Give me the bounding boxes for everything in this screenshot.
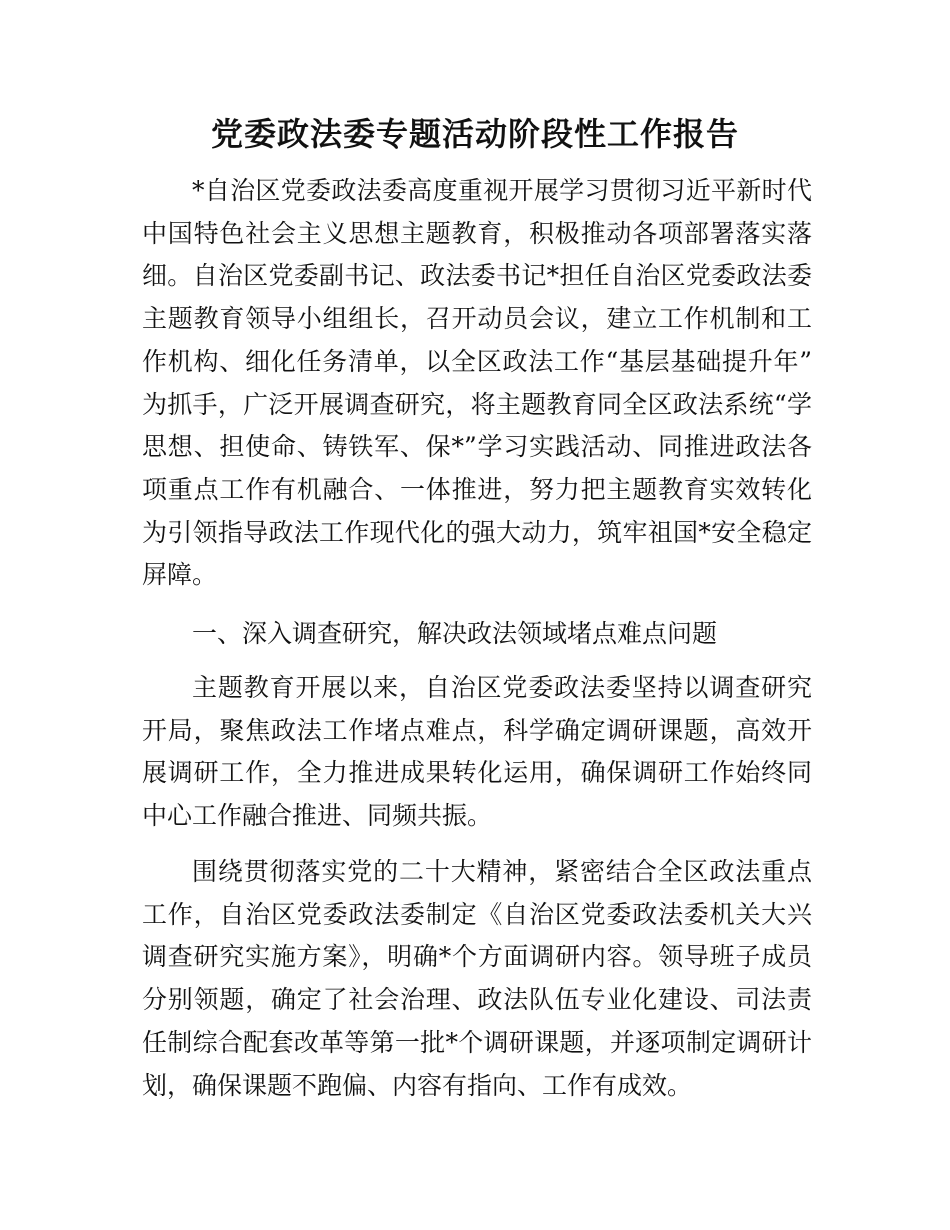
section-heading-1: 一、深入调查研究，解决政法领域堵点难点问题	[192, 619, 718, 648]
intro-paragraph: *自治区党委政法委高度重视开展学习贯彻习近平新时代中国特色社会主义思想主题教育，积极推动各项部署落实落细。自治区党委副书记、政法委书记*担任自治区党委政法委主题教育领导小组组长，召开动员会议，建立工作机制和工作机构、细化任务清单，以全区政法工作“基层基础提升年”为抓手，广泛开展调查研究，将主题教育同全区政法系统“学思想、担使命、铸铁军、保*”学习实践活动、同推进政法各项重点工作有机融合、一体推进，努力把主题教育实效转化为引领指导政法工作现代化的强大动力，筑牢祖国*安全稳定屏障。	[142, 176, 812, 590]
body-paragraph-2: 围绕贯彻落实党的二十大精神，紧密结合全区政法重点工作，自治区党委政法委制定《自治区党委政法委机关大兴调查研究实施方案》，明确*个方面调研内容。领导班子成员分别领题，确定了社会治理、政法队伍专业化建设、司法责任制综合配套改革等第一批*个调研课题，并逐项制定调研计划，确保课题不跑偏、内容有指向、工作有成效。	[142, 857, 812, 1100]
document-title: 党委政法委专题活动阶段性工作报告	[210, 115, 739, 153]
body-paragraph-1: 主题教育开展以来，自治区党委政法委坚持以调查研究开局，聚焦政法工作堵点难点，科学确定调研课题，高效开展调研工作，全力推进成果转化运用，确保调研工作始终同中心工作融合推进、同频共振。	[142, 673, 812, 831]
